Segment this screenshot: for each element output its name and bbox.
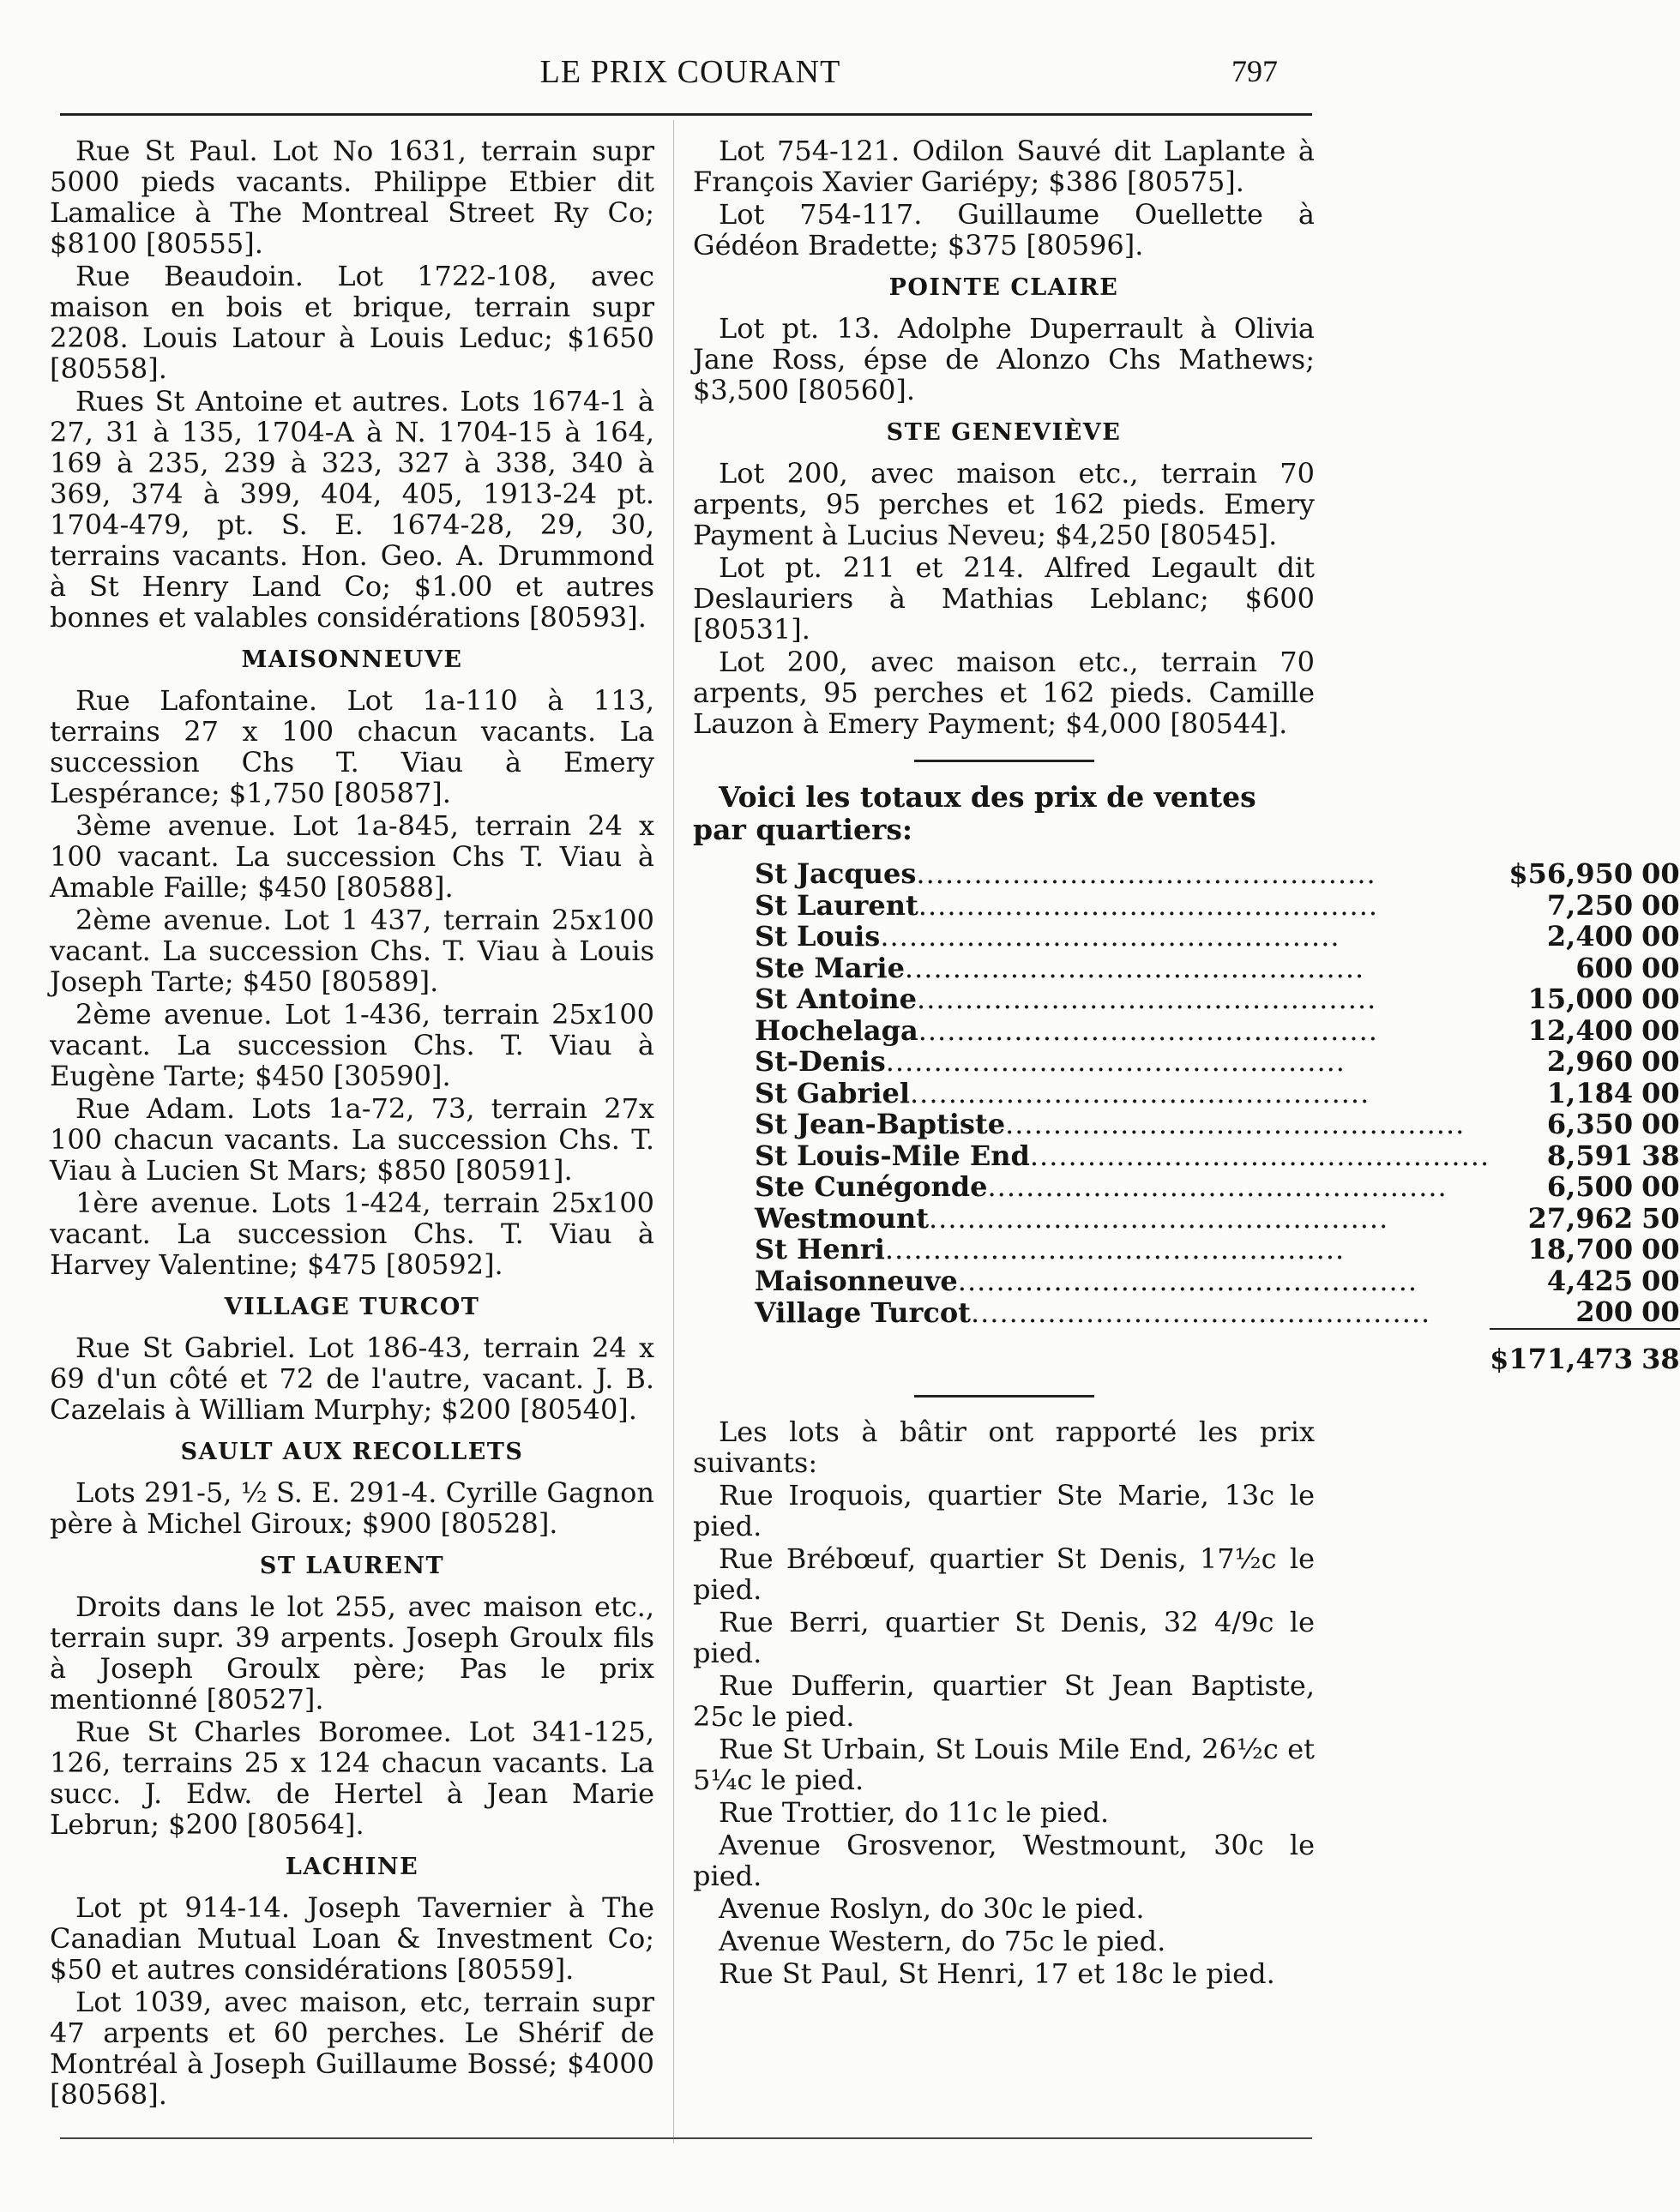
quarter-name: St-Denis (755, 1045, 886, 1078)
sale-entry: Droits dans le lot 255, avec maison etc., terrain supr. 39 arpents. Joseph Groulx fils à Joseph Groulx père; Pas le prix mentionné [80527]. (50, 1590, 654, 1716)
quarter-amount: 15,000 (1527, 983, 1634, 1015)
section-heading-pointe-claire: POINTE CLAIRE (888, 274, 1119, 301)
sale-entry: Lot 1039, avec maison, etc, terrain supr 47 arpents et 60 perches. Le Shérif de Montréal à Joseph Guillaume Bossé; $4000 [80568]. (50, 1986, 654, 2111)
quarter-amount: 6,500 (1546, 1170, 1634, 1203)
sale-entry: Rue Adam. Lots 1a-72, 73, terrain 27x 100 chacun vacants. La succession Chs. T. Viau à Lucien St Mars; $850 [80591]. (50, 1092, 654, 1187)
leader-dots: ................................................ (910, 1076, 1370, 1109)
building-lot-entry: Rue Brébœuf, quartier St Denis, 17½c le pied. (693, 1542, 1315, 1606)
header-rule (60, 113, 1312, 116)
quarter-amount: 4,425 (1546, 1264, 1634, 1297)
grand-total-row (755, 1329, 1680, 1375)
sale-entry: Rue St Gabriel. Lot 186-43, terrain 24 x 69 d'un côté et 72 de l'autre, vacant. J. B. Cazelais à William Murphy; $200 [80540]. (50, 1331, 654, 1426)
section-divider (914, 760, 1094, 762)
quarter-name: St Henri (755, 1233, 885, 1265)
quarter-cents: 00 (1641, 1076, 1680, 1109)
sale-entry: Rue St Charles Boromee. Lot 341-125, 126, terrains 25 x 124 chacun vacants. La succ. J. Edw. de Hertel à Jean Marie Lebrun; $200 [80564]. (50, 1716, 654, 1841)
leader-dots: ................................................ (917, 983, 1377, 1015)
quarter-name-cell (755, 1234, 1490, 1265)
quarter-amount: 2,400 (1546, 920, 1634, 953)
quarter-cents: 00 (1641, 1264, 1680, 1297)
quarter-amount: 12,400 (1527, 1013, 1634, 1047)
quarter-name-cell (755, 983, 1490, 1015)
quarter-total-row (755, 1203, 1680, 1235)
quarter-name: St Jean-Baptiste (755, 1108, 1006, 1140)
left-column (50, 135, 654, 2112)
quarter-name-cell (755, 1265, 1490, 1297)
quarter-name: St Jacques (755, 857, 917, 890)
sale-entry: Rue Lafontaine. Lot 1a-110 à 113, terrains 27 x 100 chacun vacants. La succession Chs T. Viau à Emery Lespérance; $1,750 [80587]. (50, 684, 654, 809)
quarter-cents: 00 (1641, 983, 1680, 1015)
sale-entry: Lot pt 914-14. Joseph Tavernier à The Canadian Mutual Loan & Investment Co; $50 et autres considérations [80559]. (50, 1891, 654, 1986)
quarter-total-row (755, 1234, 1680, 1265)
quarter-name: St Laurent (755, 888, 918, 922)
quarter-cents: 00 (1641, 951, 1680, 984)
quarter-name: Westmount (755, 1201, 929, 1235)
quarter-amount: $56,950 (1508, 857, 1634, 890)
right-column (693, 135, 1680, 1991)
quarter-cents: 50 (1641, 1201, 1680, 1235)
quarter-amount: 200 (1575, 1295, 1634, 1328)
column-divider (673, 120, 674, 2143)
leader-dots: ................................................ (929, 1201, 1389, 1235)
sale-entry: Rue St Paul. Lot No 1631, terrain supr 5000 pieds vacants. Philippe Etbier dit Lamalice à The Montreal Street Ry Co; $8100 [80555]. (50, 135, 654, 260)
building-lot-entry: Rue Iroquois, quartier Ste Marie, 13c le pied. (693, 1479, 1315, 1542)
sale-entry: Lot pt. 211 et 214. Alfred Legault dit Deslauriers à Mathias Leblanc; $600 [80531]. (693, 551, 1315, 646)
quarter-total-row (755, 953, 1680, 984)
building-lot-entry: Avenue Grosvenor, Westmount, 30c le pied. (693, 1829, 1315, 1892)
section-divider (914, 1395, 1094, 1398)
quarter-cents: 38 (1641, 1139, 1680, 1172)
quarter-name-cell (755, 1046, 1490, 1078)
building-lot-entry: Avenue Roslyn, do 30c le pied. (719, 1892, 1145, 1925)
quarter-total-row (755, 1296, 1680, 1329)
quarter-cents: 00 (1641, 1108, 1680, 1140)
leader-dots: ................................................ (884, 1233, 1346, 1265)
section-heading-village-turcot: VILLAGE TURCOT (224, 1294, 480, 1320)
quarter-amount: 600 (1575, 951, 1634, 984)
quarter-total-row (755, 1015, 1680, 1047)
bottom-rule (60, 2137, 1312, 2139)
leader-dots: ................................................ (918, 888, 1379, 922)
quarter-cents: 00 (1641, 1045, 1680, 1078)
building-lot-entry: Avenue Western, do 75c le pied. (719, 1925, 1166, 1957)
quarter-amount: 8,591 (1546, 1139, 1634, 1172)
quarter-name-cell (755, 1015, 1490, 1047)
sale-entry: 2ème avenue. Lot 1 437, terrain 25x100 vacant. La succession Chs. T. Viau à Louis Joseph Tarte; $450 [80589]. (50, 904, 654, 998)
building-lot-entry: Rue St Paul, St Henri, 17 et 18c le pied. (719, 1957, 1275, 1990)
quarter-name: St Louis (755, 920, 881, 953)
quarter-name-cell (755, 858, 1490, 890)
totals-table (755, 858, 1680, 1374)
quarter-name-cell (755, 1171, 1490, 1203)
sale-entry: Lots 291-5, ½ S. E. 291-4. Cyrille Gagnon père à Michel Giroux; $900 [80528]. (50, 1476, 654, 1540)
quarter-name-cell (755, 1140, 1490, 1172)
quarter-total-row (755, 1140, 1680, 1172)
quarter-total-row (755, 1046, 1680, 1078)
quarter-cents: 00 (1641, 857, 1680, 890)
leader-dots: ................................................ (918, 1013, 1378, 1047)
quarter-total-row (755, 921, 1680, 953)
leader-dots: ................................................ (957, 1264, 1418, 1297)
building-lots-intro: Les lots à bâtir ont rapporté les prix suivants: (693, 1416, 1315, 1479)
quarter-total-row (755, 858, 1680, 890)
sale-entry: 3ème avenue. Lot 1a-845, terrain 24 x 100 vacant. La succession Chs T. Viau à Amable Faille; $450 [80588]. (50, 809, 654, 904)
leader-dots: ................................................ (904, 951, 1365, 984)
quarter-total-row (755, 983, 1680, 1015)
sale-entry: Lot 754-121. Odilon Sauvé dit Laplante à François Xavier Gariépy; $386 [80575]. (693, 135, 1315, 198)
quarter-total-row (755, 1078, 1680, 1109)
quarter-cents: 00 (1641, 1233, 1680, 1265)
leader-dots: ................................................ (970, 1295, 1431, 1329)
sale-entry: 2ème avenue. Lot 1-436, terrain 25x100 vacant. La succession Chs. T. Viau à Eugène Tarte; $450 [30590]. (50, 998, 654, 1092)
sale-entry: Lot 200, avec maison etc., terrain 70 arpents, 95 perches et 162 pieds. Emery Payment à Lucius Neveu; $4,250 [80545]. (693, 457, 1315, 551)
quarter-amount: 27,962 (1527, 1201, 1634, 1235)
quarter-cents: 00 (1641, 1013, 1680, 1047)
grand-total-cents: 38 (1633, 1329, 1680, 1375)
running-title: LE PRIX COURANT (539, 54, 841, 90)
quarter-name: St Antoine (755, 983, 918, 1015)
quarter-total-row (755, 1109, 1680, 1140)
quarter-cents: 00 (1641, 888, 1680, 922)
quarter-name: St Gabriel (755, 1076, 910, 1109)
quarter-amount: 7,250 (1546, 888, 1634, 922)
building-lot-entry: Rue Trottier, do 11c le pied. (719, 1796, 1110, 1829)
quarter-cents: 00 (1641, 1295, 1680, 1328)
leader-dots: ................................................ (880, 920, 1340, 953)
quarter-name-cell (755, 1296, 1490, 1329)
quarter-name-cell (755, 890, 1490, 922)
quarter-cents: 00 (1641, 1170, 1680, 1203)
section-heading-sault-aux-recollets: SAULT AUX RECOLLETS (180, 1439, 524, 1465)
quarter-name-cell (755, 953, 1490, 984)
quarter-amount: 18,700 (1527, 1233, 1634, 1265)
section-heading-lachine: LACHINE (285, 1854, 419, 1880)
quarter-total-row (755, 1171, 1680, 1203)
section-heading-st-laurent: ST LAURENT (259, 1553, 445, 1579)
section-heading-ste-genevieve: STE GENEVIÈVE (886, 419, 1122, 446)
sale-entry: 1ère avenue. Lots 1-424, terrain 25x100 vacant. La succession Chs. T. Viau à Harvey Valentine; $475 [80592]. (50, 1187, 654, 1281)
quarter-name-cell (755, 1078, 1490, 1109)
quarter-amount: 2,960 (1546, 1045, 1634, 1078)
quarter-name: Village Turcot (755, 1295, 971, 1329)
quarter-name: St Louis-Mile End (755, 1139, 1030, 1172)
grand-total-amount: $171,473 (1490, 1329, 1633, 1375)
section-heading-maisonneuve: MAISONNEUVE (241, 646, 463, 673)
quarter-name-cell (755, 921, 1490, 953)
leader-dots: ................................................ (1029, 1139, 1490, 1172)
sale-entry: Rue Beaudoin. Lot 1722-108, avec maison en bois et brique, terrain supr 2208. Louis Latour à Louis Leduc; $1650 [80558]. (50, 260, 654, 385)
sale-entry: Lot 754-117. Guillaume Ouellette à Gédéon Bradette; $375 [80596]. (693, 198, 1315, 261)
quarter-amount: 6,350 (1546, 1108, 1634, 1140)
building-lot-entry: Rue Dufferin, quartier St Jean Baptiste, 25c le pied. (693, 1669, 1315, 1733)
sale-entry: Lot pt. 13. Adolphe Duperrault à Olivia Jane Ross, épse de Alonzo Chs Mathews; $3,500 [80560]. (693, 312, 1315, 406)
leader-dots: ................................................ (987, 1170, 1448, 1203)
leader-dots: ................................................ (916, 857, 1376, 890)
quarter-name: Ste Marie (755, 951, 905, 984)
grand-total-spacer (755, 1329, 1490, 1375)
page-header (69, 53, 1312, 101)
quarter-amount: 1,184 (1546, 1076, 1634, 1109)
quarter-name: Hochelaga (755, 1013, 918, 1047)
sale-entry: Lot 200, avec maison etc., terrain 70 arpents, 95 perches et 162 pieds. Camille Lauzon à Emery Payment; $4,000 [80544]. (693, 646, 1315, 740)
totals-table-body (755, 858, 1680, 1329)
totals-intro: Voici les totaux des prix de ventes par quartiers: (693, 780, 1256, 846)
quarter-name: Maisonneuve (755, 1264, 958, 1297)
building-lot-entry: Rue St Urbain, St Louis Mile End, 26½c et 5¼c le pied. (693, 1733, 1315, 1796)
leader-dots: ................................................ (1005, 1108, 1466, 1140)
page-number: 797 (1231, 54, 1278, 88)
quarter-name-cell (755, 1203, 1490, 1235)
sale-entry: Rues St Antoine et autres. Lots 1674-1 à 27, 31 à 135, 1704-A à N. 1704-15 à 164, 169 à 235, 239 à 323, 327 à 338, 340 à 369, 374 à 399, 404, 405, 1913-24 pt. 1704-479, pt. S. E. 1674-28, 29, 30, terrains vacants. Hon. Geo. A. Drummond à St Henry Land Co; $1.00 et autres bonnes et valables considérations [80593]. (50, 385, 654, 634)
leader-dots: ................................................ (885, 1045, 1346, 1078)
quarter-total-row (755, 890, 1680, 922)
quarter-total-row (755, 1265, 1680, 1297)
quarter-name: Ste Cunégonde (755, 1170, 988, 1203)
quarter-name-cell (755, 1109, 1490, 1140)
quarter-cents: 00 (1641, 920, 1680, 953)
building-lot-entry: Rue Berri, quartier St Denis, 32 4/9c le pied. (693, 1606, 1315, 1669)
